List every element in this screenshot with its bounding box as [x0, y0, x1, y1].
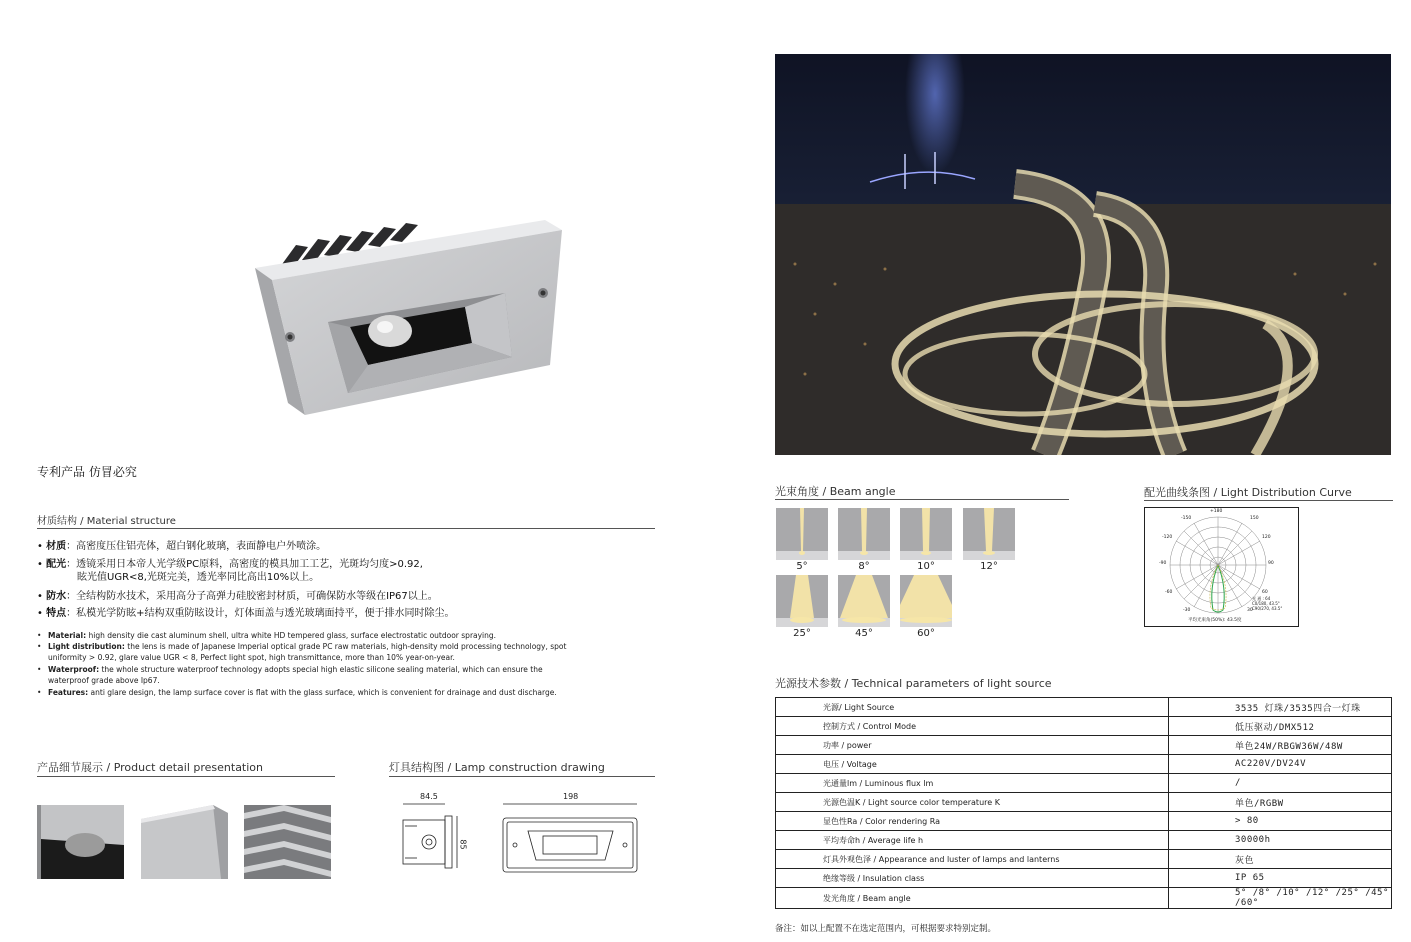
- lamp-product-image: [250, 215, 565, 420]
- table-row: 绝缘等级 / Insulation class IP 65: [776, 869, 1392, 888]
- detail-rule: [37, 776, 335, 777]
- polar-label-l4: -30: [1183, 608, 1191, 613]
- table-row: 灯具外观色泽 / Appearance and luster of lamps and lanterns 灰色: [776, 850, 1392, 869]
- material-structure-title: 材质结构 / Material structure: [37, 516, 176, 527]
- beam-angle-title: 光束角度 / Beam angle: [775, 485, 896, 498]
- dim-front-width: 198: [563, 792, 579, 801]
- beam-25-image: [776, 575, 828, 627]
- beam-label-45: 45°: [855, 628, 873, 639]
- table-row: 控制方式 / Control Mode 低压驱动/DMX512: [776, 717, 1392, 736]
- tech-params-table: [775, 697, 1392, 909]
- beam-5-image: [776, 508, 828, 560]
- beam-label-5: 5°: [796, 561, 808, 572]
- polar-label-l1: -120: [1162, 535, 1173, 540]
- table-row: 功率 / power 单色24W/RBGW36W/48W: [776, 736, 1392, 755]
- dim-height: 85: [458, 839, 468, 850]
- dim-side-width: 84.5: [420, 792, 438, 801]
- table-row: 发光角度 / Beam angle 5° /8° /10° /12° /25° /45° /60°: [776, 888, 1392, 909]
- polar-label-r1: 120: [1262, 535, 1271, 540]
- table-row: 光源色温K / Light source color temperature K 单色/RGBW: [776, 793, 1392, 812]
- patent-note: 专利产品 仿冒必究: [37, 465, 137, 479]
- cn-item-waterproof: • 防水：全结构防水技术，采用高分子高弹力硅胶密封材质，可确保防水等级在IP67以上。: [37, 591, 438, 602]
- beam-label-8: 8°: [858, 561, 870, 572]
- polar-label-r3: 60: [1262, 590, 1268, 595]
- beam-12-image: [963, 508, 1015, 560]
- material-rule: [37, 528, 655, 529]
- table-row: 平均寿命h / Average life h 30000h: [776, 831, 1392, 850]
- footnote: 备注：如以上配置不在选定范围内，可根据要求特别定制。: [775, 924, 997, 934]
- cn-item-material: • 材质：高密度压住铝壳体，超白钢化玻璃，表面静电户外喷涂。: [37, 541, 327, 552]
- polar-label-l3: -60: [1165, 590, 1173, 595]
- beam-45-image: [838, 575, 890, 627]
- en-item-features: • Features: anti glare design, the lamp surface cover is flat with the glass surface, which is convenient for drainage and dust discharge.: [37, 688, 557, 697]
- beam-label-25: 25°: [793, 628, 811, 639]
- beam-label-10: 10°: [917, 561, 935, 572]
- polar-legend-2: C0/180, 43.5°: [1252, 601, 1280, 606]
- polar-bottom-caption: 平均光束角(50%): 43.5度: [1188, 618, 1242, 623]
- night-highway-photo: [775, 54, 1391, 455]
- beam-60-image: [900, 575, 952, 627]
- beam-8-image: [838, 508, 890, 560]
- table-row: 电压 / Voltage AC220V/DV24V: [776, 755, 1392, 774]
- polar-label-ur: 150: [1250, 516, 1259, 521]
- light-distribution-title: 配光曲线条图 / Light Distribution Curve: [1144, 486, 1352, 499]
- product-detail-title: 产品细节展示 / Product detail presentation: [37, 761, 263, 774]
- cn-item-light-cont: 眩光值UGR<8,光斑完美，透光率同比高出10%以上。: [77, 572, 320, 583]
- tech-params-title: 光源技术参数 / Technical parameters of light source: [775, 677, 1052, 690]
- detail-thumb-frame: [141, 805, 228, 879]
- polar-label-top: +180: [1210, 509, 1223, 514]
- cn-item-light: • 配光：透镜采用日本帝人光学级PC原料，高密度的模具加工工艺，光斑均匀度>0.92,: [37, 559, 423, 570]
- curve-rule: [1144, 500, 1393, 501]
- en-item-light: • Light distribution: the lens is made of Japanese Imperial optical grade PC raw materials, high-density mold processing technology, spot uniformity > 0.92, glare value UGR < 8, Perfect light spot, high transmittance, more than 10% year-on-year.: [37, 642, 567, 662]
- table-row: 光通量lm / Luminous flux lm /: [776, 774, 1392, 793]
- beam-10-image: [900, 508, 952, 560]
- polar-label-l2: -90: [1159, 561, 1167, 566]
- polar-label-r4: 30: [1247, 608, 1253, 613]
- table-row: 光源/ Light Source 3535 灯珠/3535四合一灯珠: [776, 698, 1392, 717]
- detail-thumb-heatsink: [244, 805, 331, 879]
- cn-item-features: • 特点：私模光学防眩+结构双重防眩设计，灯体面盖与透光玻璃面持平，便于排水同时除尘。: [37, 608, 455, 619]
- beam-label-60: 60°: [917, 628, 935, 639]
- polar-legend-1: 光 通 : 64: [1252, 596, 1271, 601]
- polar-label-r2: 90: [1268, 561, 1274, 566]
- construction-drawing-title: 灯具结构图 / Lamp construction drawing: [389, 761, 605, 774]
- construction-drawing: [395, 800, 645, 880]
- en-item-material: • Material: high density die cast aluminum shell, ultra white HD tempered glass, surface electrostatic outdoor spraying.: [37, 631, 497, 640]
- drawing-rule: [389, 776, 655, 777]
- table-row: 显色性Ra / Color rendering Ra > 80: [776, 812, 1392, 831]
- beam-label-12: 12°: [980, 561, 998, 572]
- polar-legend-3: C90/270, 43.5°: [1252, 606, 1283, 611]
- detail-thumb-lens: [37, 805, 124, 879]
- beam-rule: [775, 499, 1069, 500]
- polar-label-ul: -150: [1181, 516, 1192, 521]
- en-item-waterproof: • Waterproof: the whole structure waterproof technology adopts special high elastic silicone sealing material, which can ensure the waterproof grade above Ip67.: [37, 665, 543, 685]
